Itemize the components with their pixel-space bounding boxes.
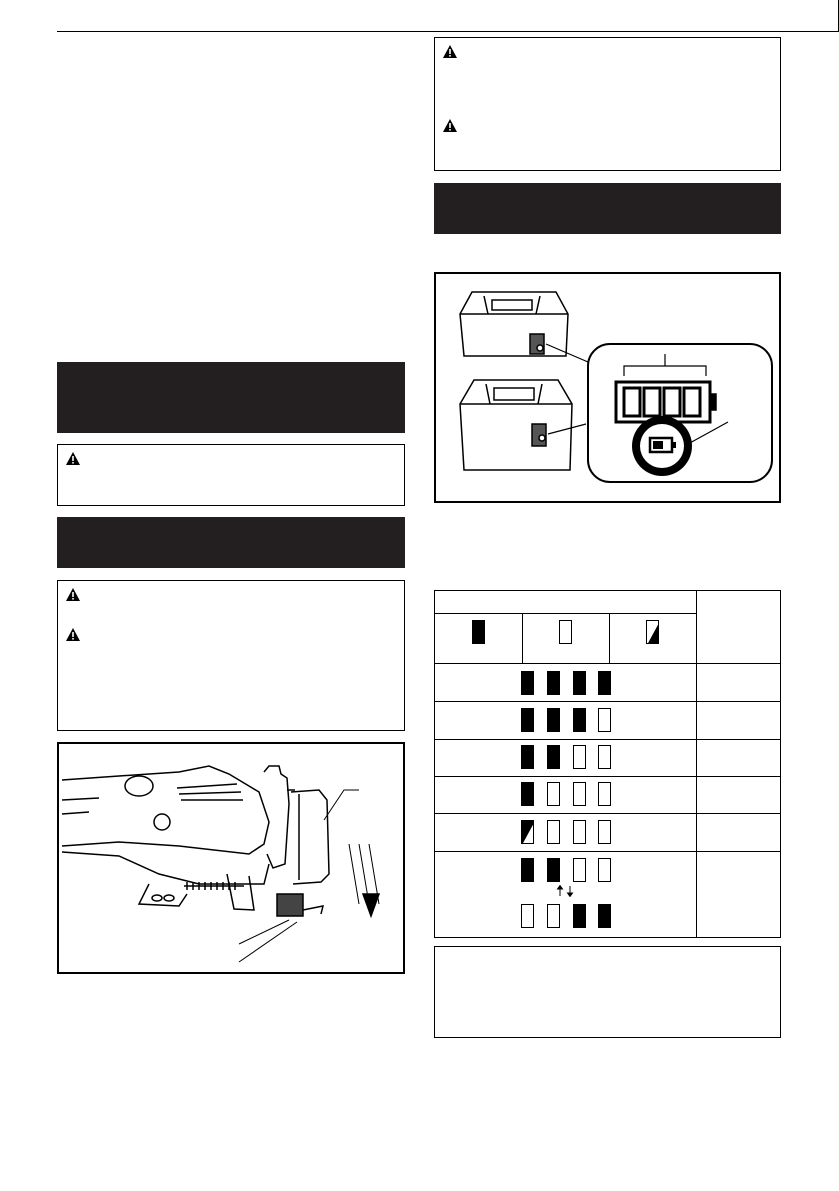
led-indicator [547,782,560,806]
table-header-divider [609,613,610,663]
tool-battery-install-figure [57,742,405,974]
table-col-divider [696,591,697,937]
led-indicator [547,708,560,732]
table-row-line [435,739,780,740]
led-indicator [573,708,586,732]
led-indicator [547,745,560,769]
led-indicator [521,782,534,806]
led-indicator [598,745,611,769]
legend-off-icon [559,620,572,644]
legend-lit-icon [472,620,485,644]
led-indicator [521,904,534,928]
led-indicator-blinking [521,820,534,844]
warning-box [434,37,781,171]
warning-triangle-icon [65,451,81,466]
led-indicator [547,904,560,928]
warning-triangle-icon [442,44,458,59]
led-indicator [521,708,534,732]
indicator-table [434,590,781,938]
warning-triangle-icon [442,118,458,133]
section-header-bar [57,517,405,568]
tool-illustration [59,744,403,972]
led-indicator [598,904,611,928]
warning-box [57,444,405,506]
warning-box [57,580,405,731]
battery-indicator-figure [434,272,781,503]
led-indicator [521,858,534,882]
led-indicator [547,858,560,882]
warning-triangle-icon [65,587,81,602]
table-header-bottom [435,663,780,664]
table-header-divider [522,613,523,663]
led-indicator [547,671,560,695]
led-indicator [573,858,586,882]
warning-triangle-icon [65,627,81,642]
led-indicator [521,671,534,695]
led-indicator [573,820,586,844]
battery-illustration [436,274,779,501]
led-indicator [598,782,611,806]
led-indicator [598,858,611,882]
table-header-line [435,613,696,614]
section-header-bar [434,183,781,234]
led-indicator [573,745,586,769]
led-indicator [598,820,611,844]
led-indicator [521,745,534,769]
table-row-line [435,813,780,814]
alternating-arrows-icon [554,885,578,897]
top-rule [57,31,839,32]
table-row-line [435,851,780,852]
section-header-bar [57,362,405,433]
led-indicator [598,671,611,695]
note-box [434,946,781,1038]
table-row-line [435,776,780,777]
led-indicator [573,904,586,928]
table-row-line [435,701,780,702]
led-indicator [573,671,586,695]
led-indicator [598,708,611,732]
legend-blinking-icon [646,620,659,644]
led-indicator [547,820,560,844]
led-indicator [573,782,586,806]
